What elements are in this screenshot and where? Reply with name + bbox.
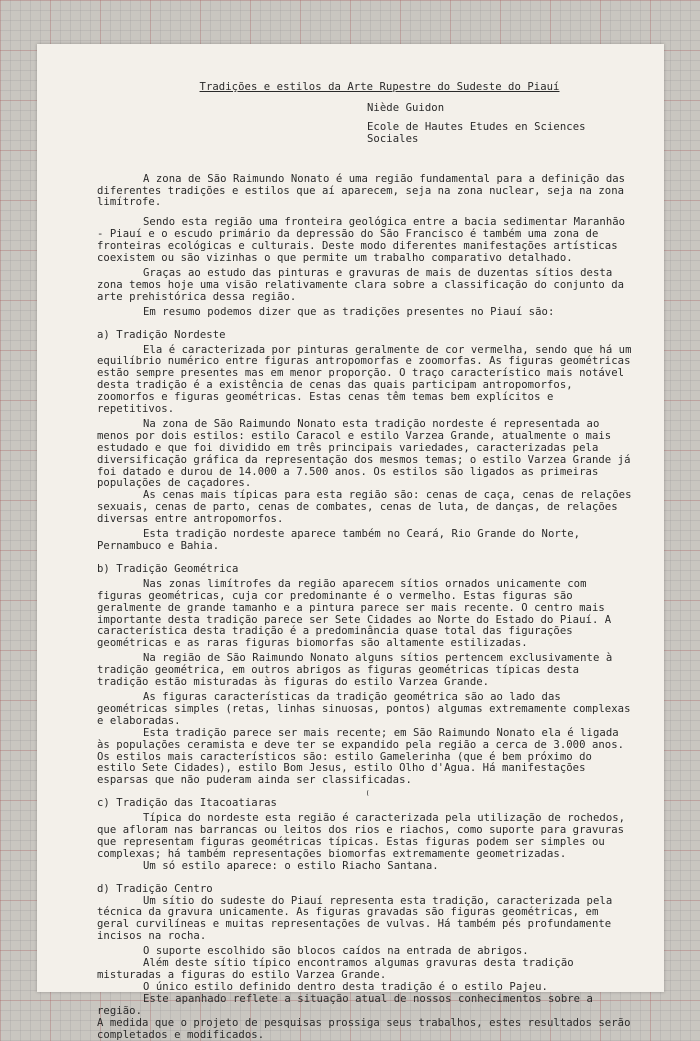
paragraph: O suporte escolhido são blocos caídos na entrada de abrigos. (143, 945, 529, 958)
paragraph: A zona de São Raimundo Nonato é uma região fundamental para a definição das diferentes tradições e estilos que aí aparecem, seja na zona nuclear, seja na zona limítrofe. (97, 172, 626, 209)
section-heading: d) Tradição Centro (97, 882, 213, 895)
typed-document (97, 82, 632, 1041)
author-institution: Ecole de Hautes Etudes en Sciences Sociales (367, 120, 586, 145)
paragraph: Nas zonas limítrofes da região aparecem sítios ornados unicamente com figuras geométricas, cuja cor predominante é o vermelho. Estas figuras são geralmente de grande tamanho e a pintura parece ser mais recente. O centro mais importante desta tradição parece ser Sete Cidades ao Norte do Estado do Piauí. A característica desta tradição é a predominância quase total das figurações geométricas e as raras figuras biomorfas são altamente estilizadas. (97, 577, 612, 650)
section-heading: c) Tradição das Itacoatiaras (97, 797, 277, 810)
section-heading: a) Tradição Nordeste (97, 328, 226, 341)
paragraph: Um só estilo aparece: o estilo Riacho Santana. (143, 859, 439, 872)
paragraph: As figuras características da tradição geométrica são ao lado das geométricas simples (retas, linhas sinuosas, pontos) algumas extremamente complexas e elaboradas. (97, 690, 631, 727)
document-sheet (37, 44, 664, 1041)
paragraph: Na zona de São Raimundo Nonato esta tradição nordeste é representada ao menos por dois estilos: estilo Caracol e estilo Varzea Grande, atualmente o mais estudado e que foi dividido em três principais variedades, caracterizadas pela diversificação gráfica da representação dos mesmos temas; o estilo Varzea Grande já foi datado e durou de 14.000 a 7.500 anos. Os estilos são ligados as primeiras populações de caçadores. (97, 417, 631, 490)
paragraph: Além deste sítio típico encontramos algumas gravuras desta tradição misturadas a figuras do estilo Varzea Grande. (97, 957, 574, 981)
author-name: Niède Guidon (367, 101, 445, 114)
document-title: Tradições e estilos da Arte Rupestre do Sudeste do Piauí (199, 81, 560, 93)
paragraph: Típica do nordeste esta região é caracterizada pela utilização de rochedos, que afloram nas barrancas ou leitos dos rios e riachos, como suporte para gravuras que representam figuras geométricas típicas. Estas figuras podem ser simples ou complexas; há também representações biomorfas extremamente geometrizadas. (97, 812, 626, 860)
paragraph: Ela é caracterizada por pinturas geralmente de cor vermelha, sendo que há um equilíbrio numérico entre figuras antropomorfas e zoomorfas. As figuras geométricas estão sempre presentes mas em menor proporção. O traço característico mais notável desta tradição é a existência de cenas das quais participam antropomorfos, zoomorfos e figuras geométricas. Estas cenas têm temas bem explícitos e repetitivos. (97, 343, 632, 416)
paragraph: Em resumo podemos dizer que as tradições presentes no Piauí são: (143, 305, 555, 318)
paragraph: Graças ao estudo das pinturas e gravuras de mais de duzentas sítios desta zona temos hoje uma visão relativamente clara sobre a classificação do conjunto da arte prehistórica dessa região. (97, 266, 625, 303)
section-heading: b) Tradição Geométrica (97, 562, 239, 575)
paragraph: Na região de São Raimundo Nonato alguns sítios pertencem exclusivamente à tradição geométrica, em outros abrigos as figuras geométricas típicas desta tradição estão misturadas às figuras do estilo Varzea Grande. (97, 652, 613, 689)
pen-mark (367, 790, 371, 796)
paragraph: Este apanhado reflete a situação atual de nossos conhecimentos sobre a região. (97, 992, 593, 1017)
paragraph: Um sítio do sudeste do Piauí representa esta tradição, caracterizada pela técnica da gravura unicamente. As figuras gravadas são figuras geométricas, em geral curvilíneas e muitas representações de vulvas. Há também pés profundamente incisos na rocha. (97, 894, 613, 943)
paragraph: Esta tradição nordeste aparece também no Ceará, Rio Grande do Norte, Pernambuco e Bahia. (97, 528, 581, 552)
paragraph: As cenas mais típicas para esta região são: cenas de caça, cenas de relações sexuais, cenas de parto, cenas de combates, cenas de luta, de danças, de relações diversas entre antropomorfos. (97, 489, 632, 526)
paragraph: Esta tradição parece ser mais recente; em São Raimundo Nonato ela é ligada às populações ceramista e deve ter se expandido pela região a cerca de 3.000 anos. Os estilos mais característicos são: estilo Gamelerinha (que é bem próximo do estilo Sete Cidades), estilo Bom Jesus, estilo Olho d'Agua. Há manifestações esparsas que não puderam ainda ser classificadas. (97, 726, 625, 787)
closing-paragraph: A medida que o projeto de pesquisas prossiga seus trabalhos, estes resultados serão completados e modificados. (97, 1016, 631, 1041)
paragraph: O único estilo definido dentro desta tradição é o estilo Pajeu. (143, 980, 548, 993)
paragraph: Sendo esta região uma fronteira geológica entre a bacia sedimentar Maranhão - Piauí e o escudo primário da depressão do São Francisco é também uma zona de fronteiras ecológicas e culturais. Deste modo diferentes manifestações artísticas coexistem ou são vizinhas o que permite um trabalho comparativo detalhado. (97, 216, 626, 265)
